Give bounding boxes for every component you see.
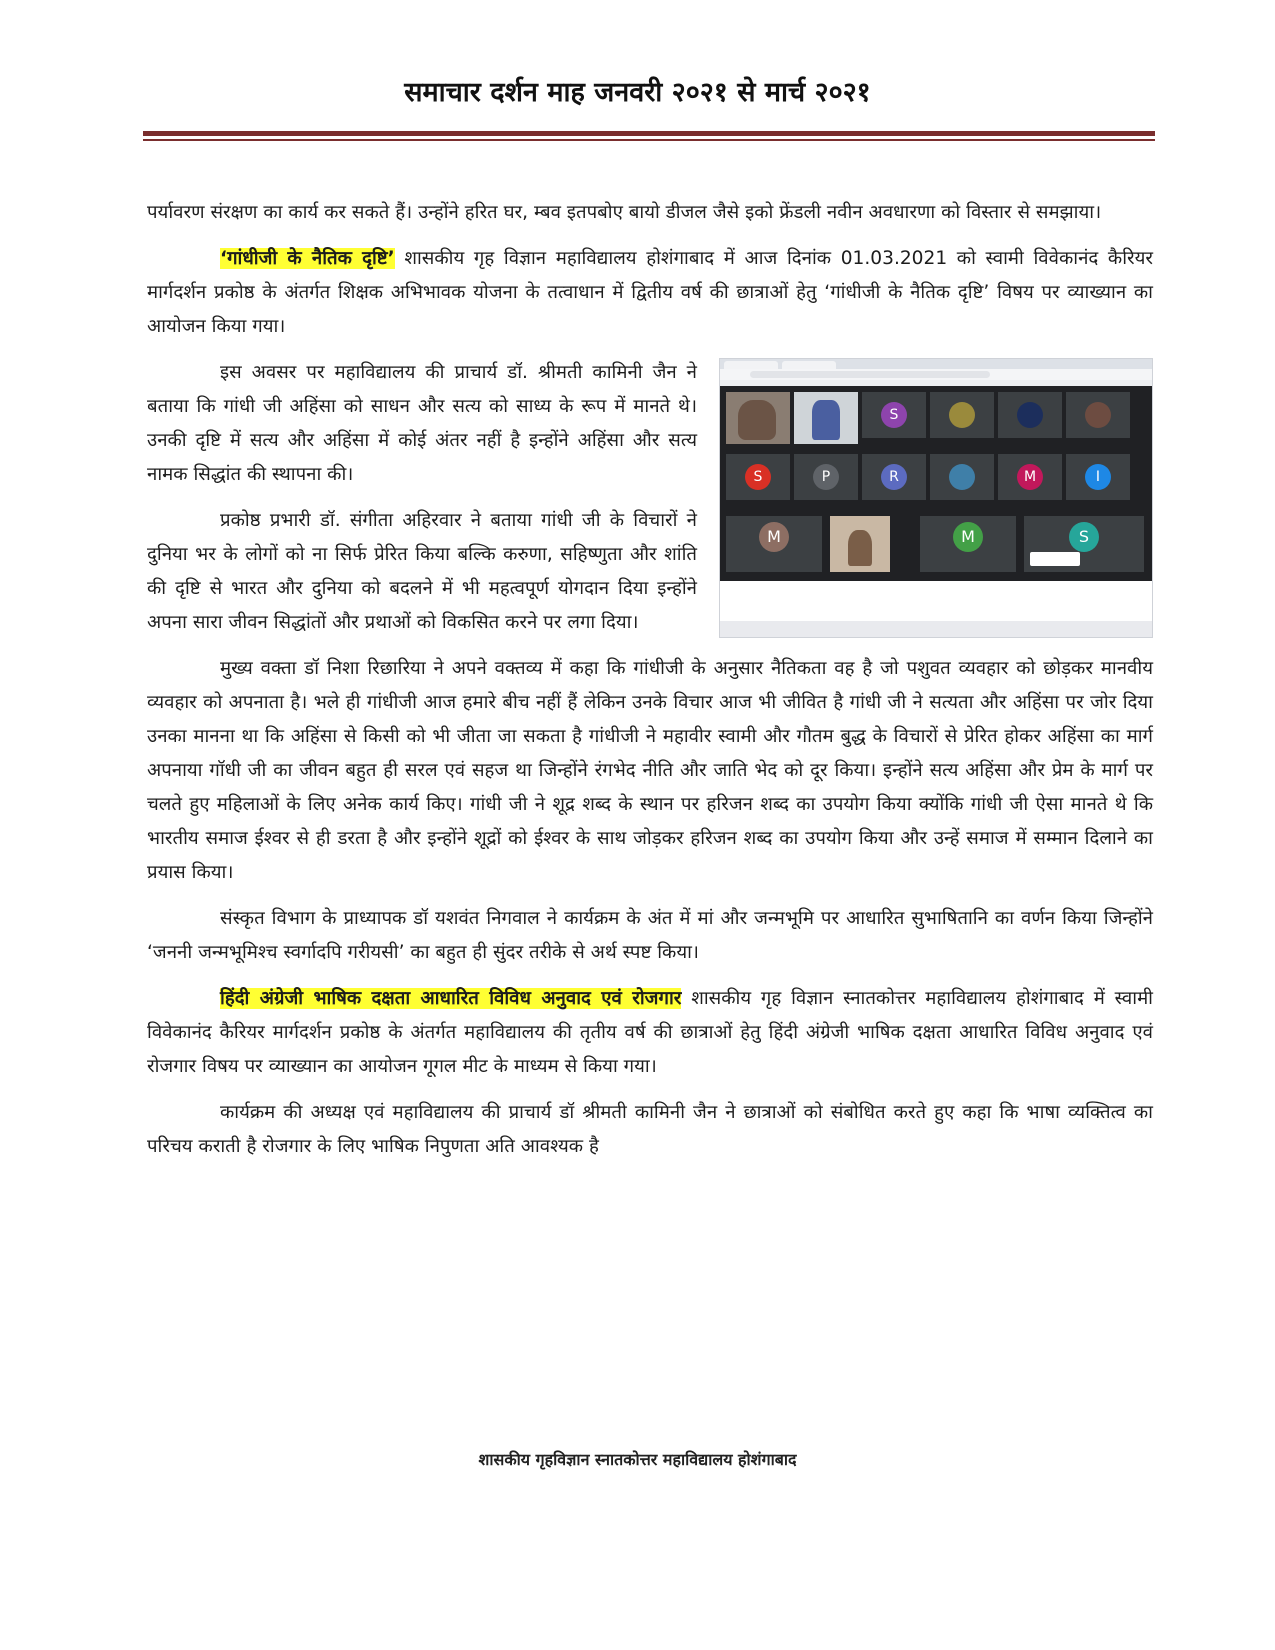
paragraph-cell-incharge: प्रकोष्ठ प्रभारी डॉ. संगीता अहिरवार ने बताया गांधी जी के विचारों ने दुनिया भर के लोगों को ना सिर्फ प्रेरित किया बल्कि करुणा, सहिष्णुता और शांति की दृष्टि से भारत और दुनिया को बदलने में भी महत्वपूर्ण योगदान दिया इन्होंने अपना सारा जीवन सिद्धांतों और प्रथाओं को विकसित करने पर लगा दिया।: [147, 510, 697, 633]
paragraph-environment: पर्यावरण संरक्षण का कार्य कर सकते हैं। उन्होंने हरित घर, म्बव इतपबोए बायो डीजल जैसे इको फ्रेंडली नवीन अवधारणा को विस्तार से समझाया।: [147, 202, 1102, 223]
windows-taskbar: [720, 621, 1152, 637]
paragraph-principal: इस अवसर पर महाविद्यालय की प्राचार्य डॉ. श्रीमती कामिनी जैन ने बताया कि गांधी जी अहिंसा को साधन और सत्य को साध्य के रूप में मानते थे। उनकी दृष्टि में सत्य और अहिंसा में कोई अंतर नहीं है इन्होंने अहिंसा और सत्य नामक सिद्धांत की स्थापना की।: [147, 362, 697, 485]
paragraph-sanskrit-dept: संस्कृत विभाग के प्राध्यापक डॉ यशवंत निगवाल ने कार्यक्रम के अंत में मां और जन्मभूमि पर आधारित सुभाषितानि का वर्णन किया जिन्होंने ‘जननी जन्मभूमिश्च स्वर्गादपि गरीयसी’ का बहुत ही सुंदर तरीके से अर्थ स्पष्ट किया।: [147, 908, 1153, 963]
paragraph-chief-speaker: मुख्य वक्ता डॉ निशा रिछारिया ने अपने वक्तव्य में कहा कि गांधीजी के अनुसार नैतिकता वह है जो पशुवत व्यवहार को छोड़कर मानवीय व्यवहार को अपनाता है। भले ही गांधीजी आज हमारे बीच नहीं हैं लेकिन उनके विचार आज भी जीवित है गांधी जी ने सत्यता और अहिंसा पर जोर दिया उनका मानना था कि अहिंसा से किसी को भी जीता जा सकता है गांधीजी ने महावीर स्वामी और गौतम बुद्ध के विचारों से प्रेरित होकर अहिंसा का मार्ग अपनाया गॉधी जी का जीवन बहुत ही सरल एवं सहज था जिन्होंने रंगभेद नीति और जाति भेद को दूर किया। इन्होंने सत्य अहिंसा और प्रेम के मार्ग पर चलते हुए महिलाओं के लिए अनेक कार्य किए। गांधी जी ने शूद्र शब्द के स्थान पर हरिजन शब्द का उपयोग किया क्योंकि गांधी जी ऐसा मानते थे कि भारतीय समाज ईश्वर से ही डरता है और इन्होंने शूद्रों को ईश्वर के साथ जोड़कर हरिजन शब्द का उपयोग किया और उन्हें समाज में सम्मान दिलाने का प्रयास किया।: [147, 658, 1153, 883]
participant-avatar: I: [1085, 464, 1111, 490]
page-footer: शासकीय गृहविज्ञान स्नातकोत्तर महाविद्यालय होशंगाबाद: [478, 1450, 797, 1469]
paragraph-translation-intro: [147, 982, 1153, 1084]
participant-avatar: S: [881, 402, 907, 428]
participant-avatar: M: [953, 522, 983, 552]
meeting-controls-bar: [720, 581, 1152, 621]
browser-tab-bar: [720, 359, 1152, 369]
paragraph-gandhi-intro: [147, 242, 1153, 344]
participant-avatar: M: [1017, 464, 1043, 490]
highlighted-heading-gandhi: ‘गांधीजी के नैतिक दृष्टि’: [220, 248, 395, 269]
article-body: [147, 196, 1153, 1176]
participant-avatar: S: [745, 464, 771, 490]
page-title: समाचार दर्शन माह जनवरी २०२१ से मार्च २०२१: [404, 77, 871, 108]
participant-avatar: S: [1069, 522, 1099, 552]
paragraph-translation-intro-text: शासकीय गृह विज्ञान स्नातकोत्तर महाविद्यालय होशंगाबाद में स्वामी विवेकानंद कैरियर मार्गदर्शन प्रकोष्ठ के अंतर्गत महाविद्यालय की तृतीय वर्ष की छात्राओं हेतु हिंदी अंग्रेजी भाषिक दक्षता आधारित विविध अनुवाद एवं रोजगार विषय पर व्याख्यान का आयोजन गूगल मीट के माध्यम से किया गया।: [147, 988, 1153, 1077]
header-rule-thin: [143, 139, 1155, 141]
header-rule-thick: [143, 131, 1155, 136]
google-meet-screenshot-photo: [719, 358, 1153, 638]
participant-avatar: R: [881, 464, 907, 490]
paragraph-gandhi-intro-text: शासकीय गृह विज्ञान महाविद्यालय होशंगाबाद में आज दिनांक 01.03.2021 को स्वामी विवेकानंद कैरियर मार्गदर्शन प्रकोष्ठ के अंतर्गत शिक्षक अभिभावक योजना के तत्वाधान में द्वितीय वर्ष की छात्राओं हेतु ‘गांधीजी के नैतिक दृष्टि’ विषय पर व्याख्यान का आयोजन किया गया।: [147, 248, 1153, 337]
participant-avatar: M: [759, 522, 789, 552]
participant-avatar: P: [813, 464, 839, 490]
paragraph-program-chair: कार्यक्रम की अध्यक्ष एवं महाविद्यालय की प्राचार्य डॉ श्रीमती कामिनी जैन ने छात्राओं को संबोधित करते हुए कहा कि भाषा व्यक्तित्व का परिचय कराती है रोजगार के लिए भाषिक निपुणता अति आवश्यक है: [147, 1102, 1153, 1157]
highlighted-heading-translation: हिंदी अंग्रेजी भाषिक दक्षता आधारित विविध अनुवाद एवं रोजगार: [220, 988, 682, 1009]
meeting-participant-grid: [720, 386, 1152, 581]
